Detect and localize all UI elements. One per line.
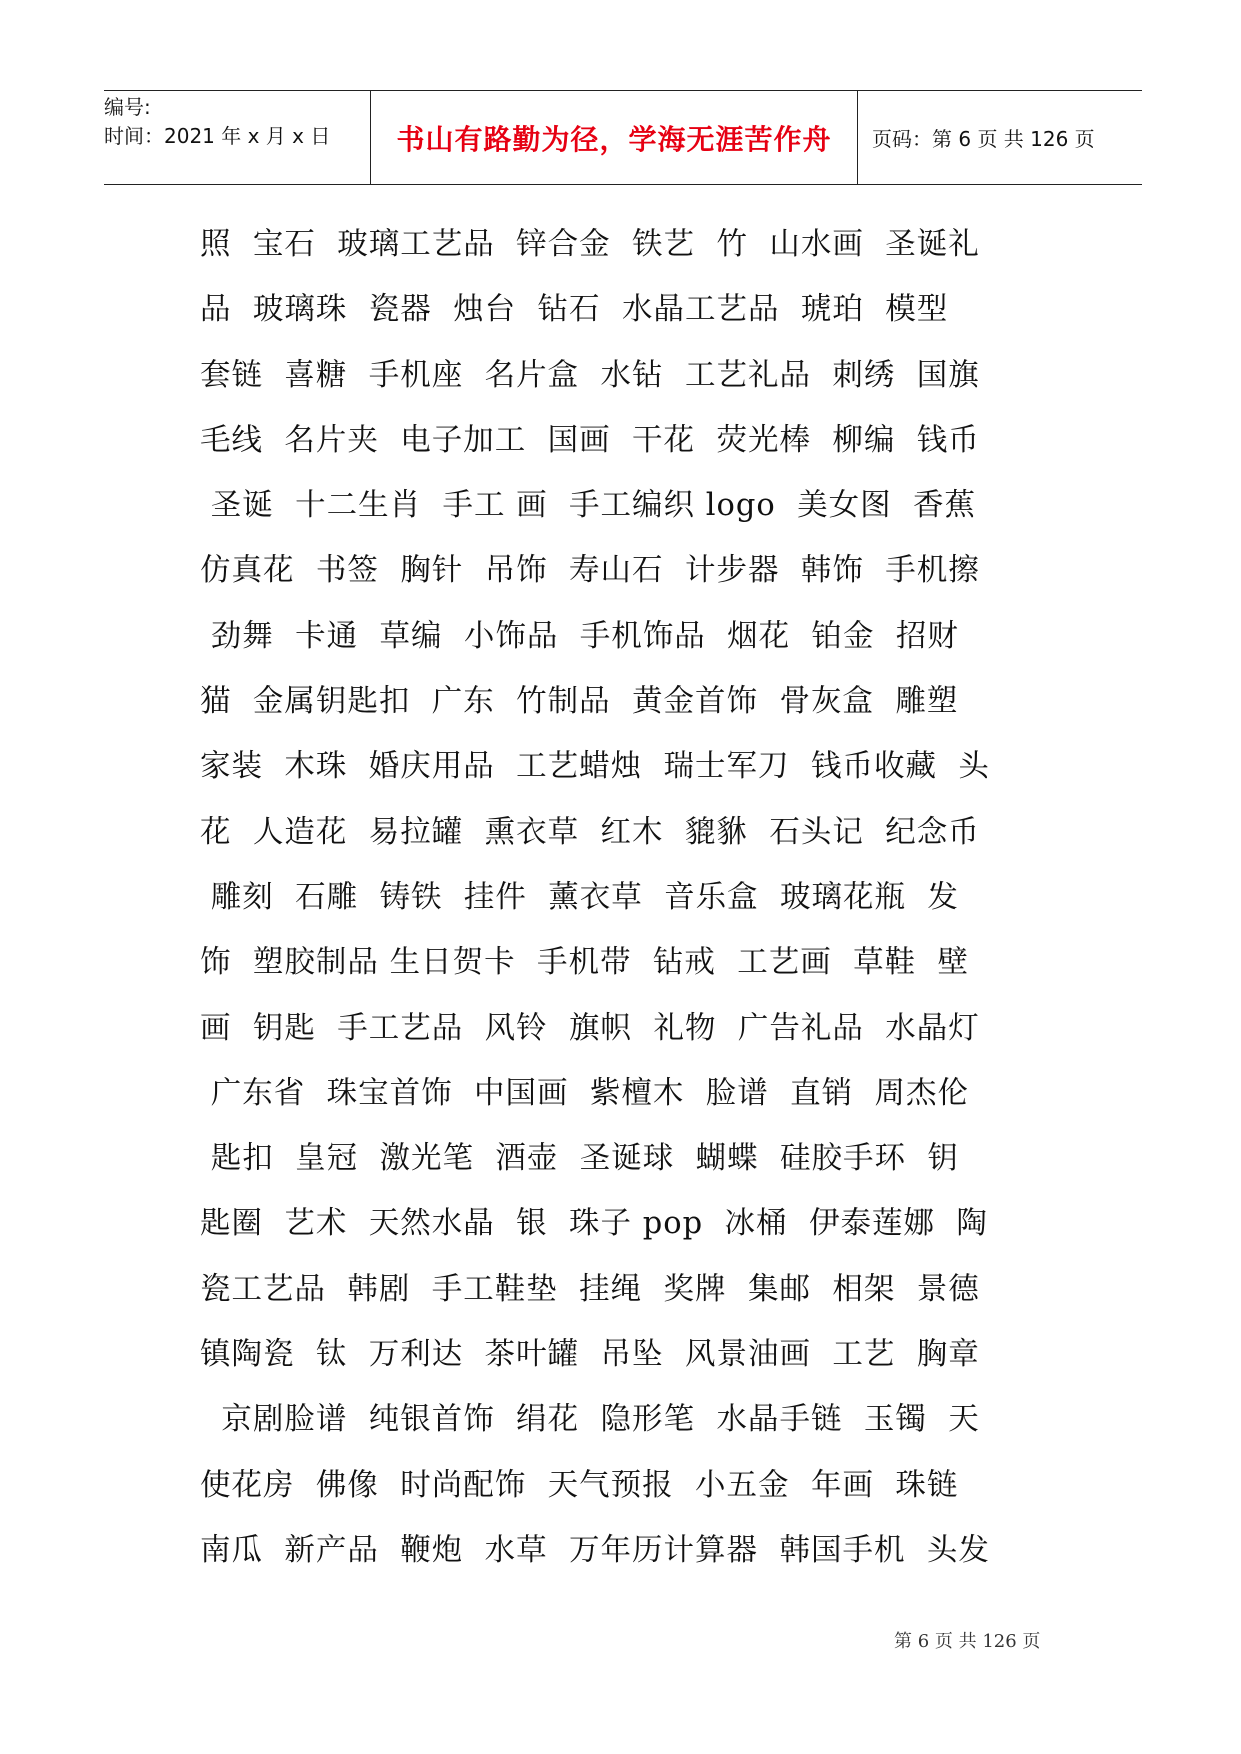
header-info-cell: [104, 91, 370, 184]
document-body: [200, 212, 1060, 1583]
document-time-label: 时间：2021 年 x 月 x 日: [104, 124, 331, 148]
body-line: 家装 木珠 婚庆用品 工艺蜡烛 瑞士军刀 钱币收藏 头: [200, 749, 990, 785]
body-line: 花 人造花 易拉罐 熏衣草 红木 貔貅 石头记 纪念币: [200, 814, 980, 850]
body-line: 京剧脸谱 纯银首饰 绢花 隐形笔 水晶手链 玉镯 天: [200, 1402, 980, 1438]
page-code-text: 页码：第 6 页 共 126 页: [872, 127, 1095, 151]
motto-text: 书山有路勤为径，学海无涯苦作舟: [396, 122, 832, 156]
body-line: 圣诞 十二生肖 手工 画 手工编织 logo 美女图 香蕉: [200, 488, 977, 524]
header-page-cell: [858, 91, 1142, 184]
body-line: 匙扣 皇冠 激光笔 酒壶 圣诞球 蝴蝶 硅胶手环 钥: [200, 1141, 959, 1177]
body-line: 南瓜 新产品 鞭炮 水草 万年历计算器 韩国手机 头发: [200, 1532, 990, 1568]
body-line: 匙圈 艺术 天然水晶 银 珠子 pop 冰桶 伊泰莲娜 陶: [200, 1206, 988, 1242]
header-motto-cell: [370, 91, 858, 184]
page-footer: 第 6 页 共 126 页: [894, 1631, 1041, 1652]
body-line: 照 宝石 玻璃工艺品 锌合金 铁艺 竹 山水画 圣诞礼: [200, 227, 980, 262]
body-line: 猫 金属钥匙扣 广东 竹制品 黄金首饰 骨灰盒 雕塑: [200, 684, 959, 720]
body-line: 画 钥匙 手工艺品 风铃 旗帜 礼物 广告礼品 水晶灯: [200, 1010, 980, 1046]
document-number-label: 编号:: [104, 95, 151, 119]
body-line: 劲舞 卡通 草编 小饰品 手机饰品 烟花 铂金 招财: [200, 618, 959, 654]
page-header: [104, 90, 1142, 185]
body-line: 饰 塑胶制品 生日贺卡 手机带 钻戒 工艺画 草鞋 壁: [200, 945, 970, 981]
body-line: 品 玻璃珠 瓷器 烛台 钻石 水晶工艺品 琥珀 模型: [200, 292, 949, 328]
body-line: 镇陶瓷 钛 万利达 茶叶罐 吊坠 风景油画 工艺 胸章: [200, 1337, 980, 1373]
body-line: 毛线 名片夹 电子加工 国画 干花 荧光棒 柳编 钱币: [200, 422, 980, 458]
body-line: 雕刻 石雕 铸铁 挂件 薰衣草 音乐盒 玻璃花瓶 发: [200, 879, 959, 915]
body-line: 仿真花 书签 胸针 吊饰 寿山石 计步器 韩饰 手机擦: [200, 553, 980, 589]
body-line: 使花房 佛像 时尚配饰 天气预报 小五金 年画 珠链: [200, 1467, 959, 1503]
body-line: 广东省 珠宝首饰 中国画 紫檀木 脸谱 直销 周杰伦: [200, 1075, 970, 1111]
body-line: 瓷工艺品 韩剧 手工鞋垫 挂绳 奖牌 集邮 相架 景德: [200, 1271, 980, 1307]
body-line: 套链 喜糖 手机座 名片盒 水钻 工艺礼品 刺绣 国旗: [200, 357, 980, 393]
